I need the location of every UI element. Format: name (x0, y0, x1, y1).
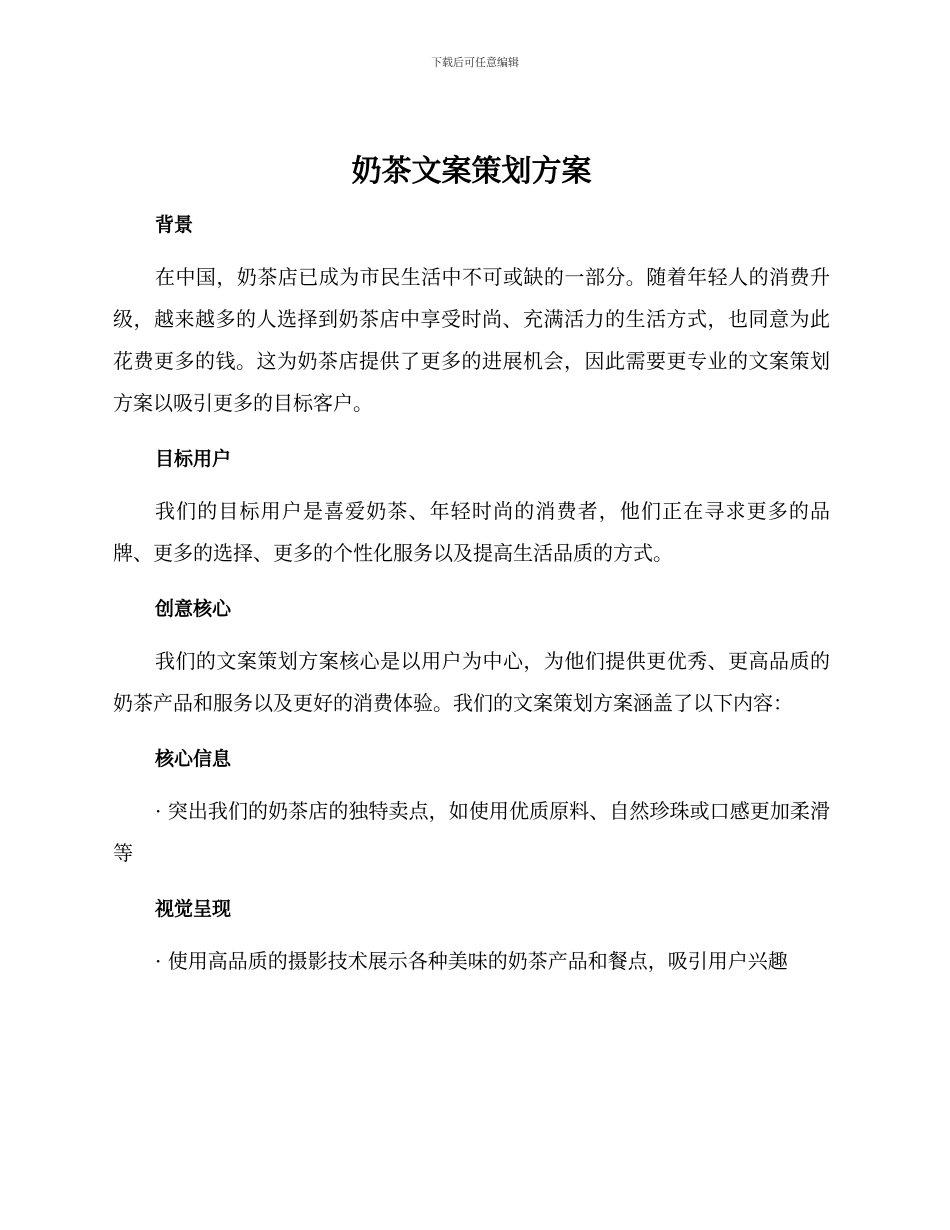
section-visual-presentation (113, 896, 830, 982)
header-note: 下载后可任意编辑 (431, 56, 519, 69)
section-paragraph: 我们的文案策划方案核心是以用户为中心，为他们提供更优秀、更高品质的奶茶产品和服务以及更好的消费体验。我们的文案策划方案涵盖了以下内容： (113, 649, 830, 715)
section-core-message (113, 746, 830, 874)
document-title: 奶茶文案策划方案 (351, 154, 592, 189)
section-heading: 核心信息 (155, 748, 232, 770)
document-content (113, 150, 830, 1004)
section-heading: 目标用户 (155, 448, 232, 470)
bullet-paragraph: · 突出我们的奶茶店的独特卖点，如使用优质原料、自然珍珠或口感更加柔滑等 (113, 799, 830, 865)
section-target-users (113, 446, 830, 574)
section-heading: 创意核心 (155, 598, 232, 620)
bullet-paragraph: · 使用高品质的摄影技术展示各种美味的奶茶产品和餐点，吸引用户兴趣 (155, 949, 788, 973)
section-creative-core (113, 596, 830, 724)
section-background (113, 212, 830, 424)
section-heading: 视觉呈现 (155, 898, 232, 920)
section-heading: 背景 (155, 214, 194, 236)
section-paragraph: 我们的目标用户是喜爱奶茶、年轻时尚的消费者，他们正在寻求更多的品牌、更多的选择、更多的个性化服务以及提高生活品质的方式。 (113, 499, 830, 565)
section-paragraph: 在中国，奶茶店已成为市民生活中不可或缺的一部分。随着年轻人的消费升级，越来越多的人选择到奶茶店中享受时尚、充满活力的生活方式，也同意为此花费更多的钱。这为奶茶店提供了更多的进展机会，因此需要更专业的文案策划方案以吸引更多的目标客户。 (113, 265, 830, 415)
